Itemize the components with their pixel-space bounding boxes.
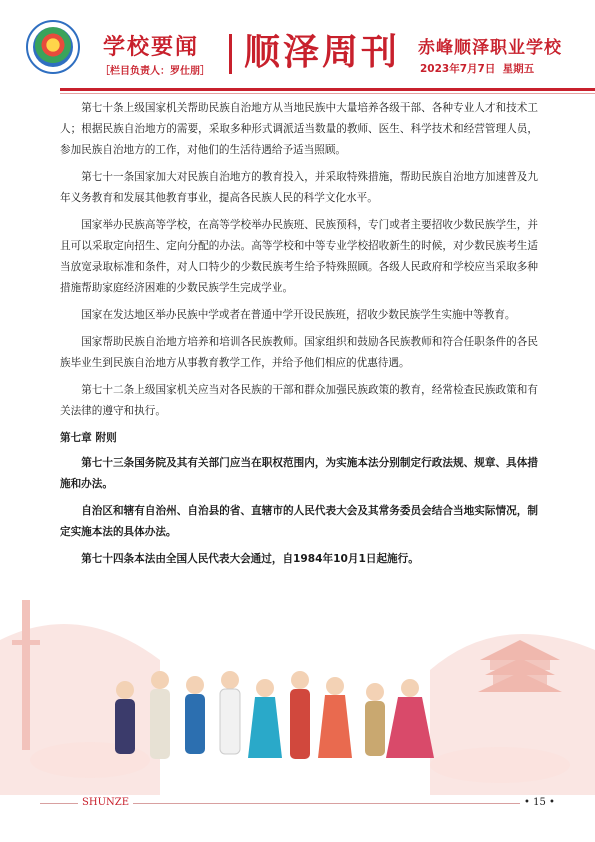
header-divider (229, 34, 232, 74)
paragraph-4: 国家在发达地区举办民族中学或者在普通中学开设民族班，招收少数民族学生实施中等教育。 (81, 309, 516, 321)
ethnic-figures-illustration-icon (0, 580, 595, 795)
header-rule-thin (60, 93, 595, 94)
paragraph-8: 自治区和辖有自治州、自治县的省、直辖市的人民代表大会及其常务委员会结合当地实际情况，制定实施本法的具体办法。 (60, 505, 538, 538)
page-number: • 15 • (524, 797, 555, 808)
school-logo-icon (26, 20, 80, 74)
chapter-heading: 第七章 附则 (60, 432, 117, 444)
school-name: 赤峰顺泽职业学校 (418, 38, 562, 58)
paragraph-9: 第七十四条本法由全国人民代表大会通过，自1984年10月1日起施行。 (81, 553, 419, 565)
paragraph-2: 第七十一条国家加大对民族自治地方的教育投入，并采取特殊措施，帮助民族自治地方加速普及九年义务教育和发展其他教育事业，提高各民族人民的科学文化水平。 (60, 171, 538, 204)
paragraph-1: 第七十条上级国家机关帮助民族自治地方从当地民族中大量培养各级干部、各种专业人才和技术工人；根据民族自治地方的需要，采取多种形式调派适当数量的教师、医生、科学技术和经营管理人员，参加民族自治地方的工作，对他们的生活待遇给予适当照顾。 (60, 102, 538, 156)
column-title: 学校要闻 (103, 35, 200, 60)
page-header (0, 0, 595, 96)
paragraph-6: 第七十二条上级国家机关应当对各民族的干部和群众加强民族政策的教育，经常检查民族政策和有关法律的遵守和执行。 (60, 384, 538, 417)
footer-brand: SHUNZE (78, 797, 133, 808)
header-rule (60, 88, 595, 91)
column-editor: ［栏目负责人：罗仕朋］ (100, 66, 210, 77)
article-body (60, 98, 538, 576)
masthead-title: 顺泽周刊 (244, 31, 401, 73)
paragraph-5: 国家帮助民族自治地方培养和培训各民族教师。国家组织和鼓励各民族教师和符合任职条件的各民族毕业生到民族自治地方从事教育教学工作，并给予他们相应的优惠待遇。 (60, 336, 538, 369)
paragraph-3: 国家举办民族高等学校，在高等学校举办民族班、民族预科，专门或者主要招收少数民族学生，并且可以采取定向招生、定向分配的办法。高等学校和中等专业学校招收新生的时候，对少数民族考生适当放宽录取标准和条件，对人口特少的少数民族考生给予特殊照顾。各级人民政府和学校应当采取多种措施帮助家庭经济困难的少数民族学生完成学业。 (60, 219, 538, 294)
issue-date: 2023年7月7日 星期五 (420, 63, 535, 75)
paragraph-7: 第七十三条国务院及其有关部门应当在职权范围内，为实施本法分别制定行政法规、规章、具体措施和办法。 (60, 457, 538, 490)
